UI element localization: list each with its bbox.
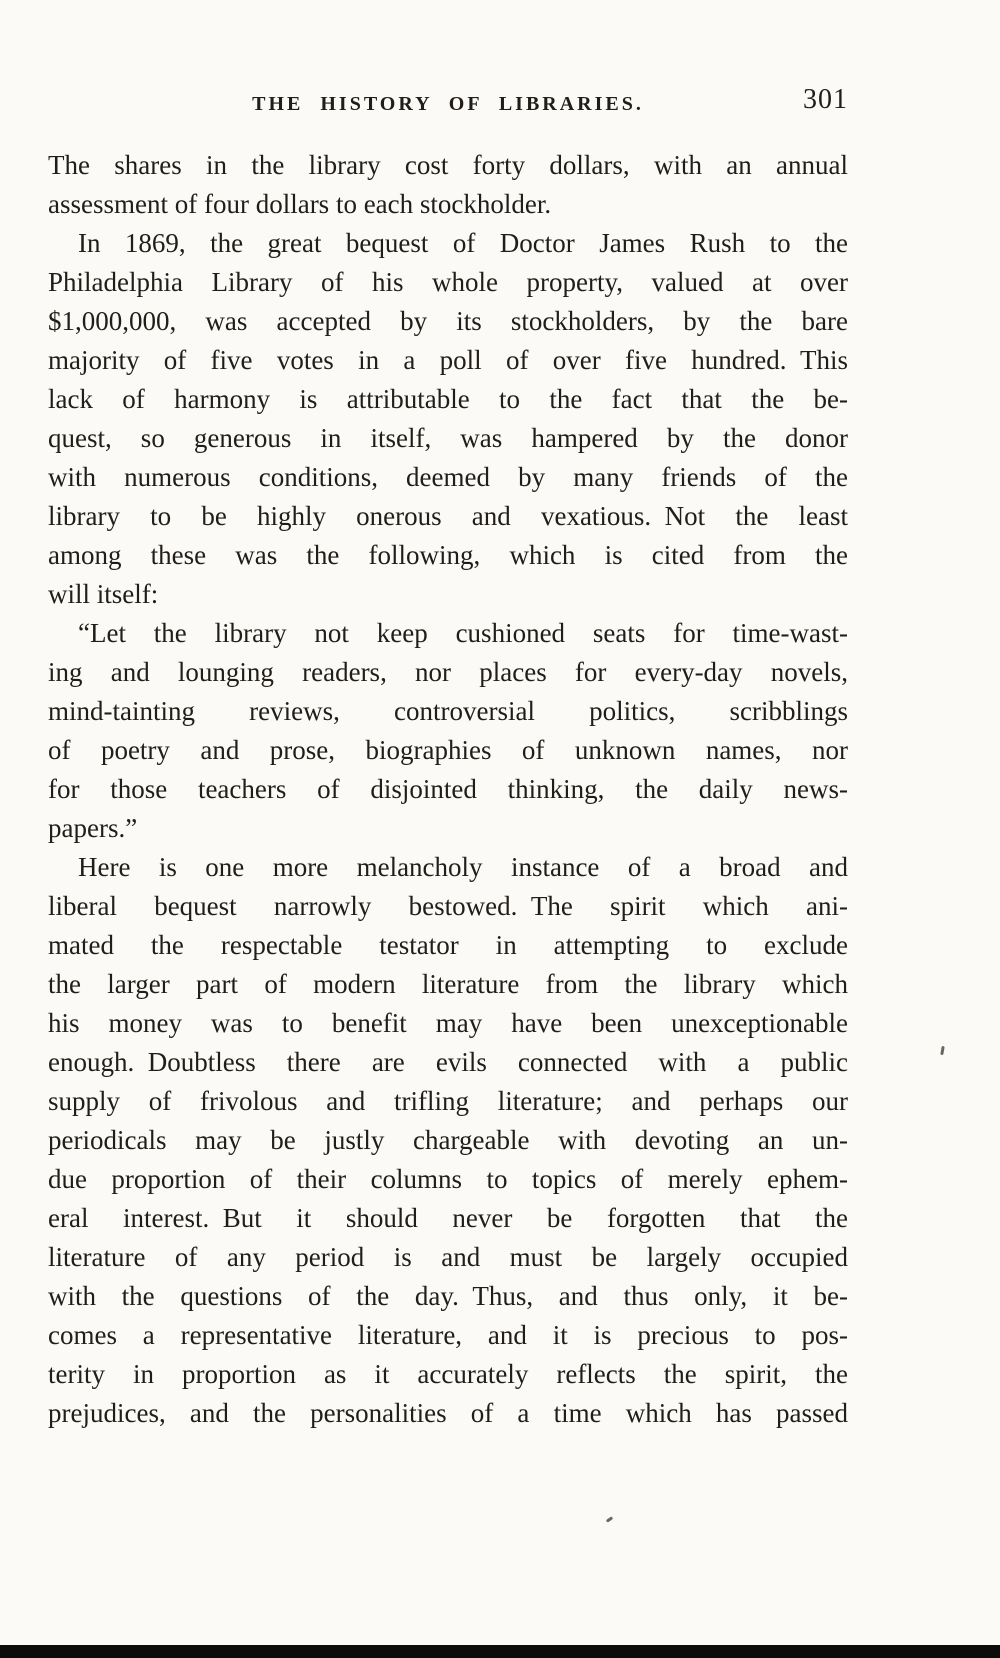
running-header: THE HISTORY OF LIBRARIES. [252, 93, 644, 115]
text-line: mind-tainting reviews, controversial politics, scribblings [48, 696, 848, 726]
text-line: with numerous conditions, deemed by many friends of the [48, 462, 848, 492]
text-line: the larger part of modern literature from the library which [48, 969, 848, 999]
text-line: will itself: [48, 579, 159, 609]
text-line: periodicals may be justly chargeable with devoting an un- [48, 1125, 848, 1155]
text-line: for those teachers of disjointed thinking, the daily news- [48, 774, 848, 804]
text-line: $1,000,000, was accepted by its stockholders, by the bare [48, 306, 848, 336]
text-line: supply of frivolous and trifling literature; and perhaps our [48, 1086, 848, 1116]
text-line: among these was the following, which is cited from the [48, 540, 848, 570]
text-line: mated the respectable testator in attempting to exclude [48, 930, 848, 960]
text-line: Here is one more melancholy instance of a broad and [78, 852, 848, 882]
text-line: his money was to benefit may have been unexceptionable [48, 1008, 848, 1038]
text-line: with the questions of the day. Thus, and thus only, it be- [48, 1281, 848, 1311]
page-header [48, 84, 848, 124]
text-line: “Let the library not keep cushioned seats for time-wast- [78, 618, 848, 648]
text-line: comes a representative literature, and it is precious to pos- [48, 1320, 848, 1350]
scan-artifact [606, 1516, 613, 1522]
text-line: library to be highly onerous and vexatious. Not the least [48, 501, 848, 531]
paragraph [48, 848, 848, 1433]
paragraph [48, 146, 848, 224]
scan-artifact [940, 1046, 945, 1055]
text-line: terity in proportion as it accurately reflects the spirit, the [48, 1359, 848, 1389]
text-line: enough. Doubtless there are evils connected with a public [48, 1047, 848, 1077]
text-line: papers.” [48, 813, 138, 843]
text-line: due proportion of their columns to topics of merely ephem- [48, 1164, 848, 1194]
text-line: ing and lounging readers, nor places for every-day novels, [48, 657, 848, 687]
text-line: The shares in the library cost forty dollars, with an annual [48, 150, 848, 180]
text-line: quest, so generous in itself, was hampered by the donor [48, 423, 848, 453]
text-line: majority of five votes in a poll of over five hundred. This [48, 345, 848, 375]
paragraph [48, 224, 848, 614]
text-line: assessment of four dollars to each stockholder. [48, 189, 552, 219]
page-body [48, 146, 848, 1433]
text-line: liberal bequest narrowly bestowed. The spirit which ani- [48, 891, 848, 921]
page-number: 301 [803, 84, 848, 115]
text-line: eral interest. But it should never be forgotten that the [48, 1203, 848, 1233]
paragraph [48, 614, 848, 848]
text-line: lack of harmony is attributable to the fact that the be- [48, 384, 848, 414]
text-line: literature of any period is and must be largely occupied [48, 1242, 848, 1272]
text-line: Philadelphia Library of his whole property, valued at over [48, 267, 848, 297]
text-line: In 1869, the great bequest of Doctor James Rush to the [78, 228, 848, 258]
text-line: of poetry and prose, biographies of unknown names, nor [48, 735, 848, 765]
text-line: prejudices, and the personalities of a time which has passed [48, 1398, 848, 1428]
scan-edge-artifact [0, 1645, 1000, 1658]
